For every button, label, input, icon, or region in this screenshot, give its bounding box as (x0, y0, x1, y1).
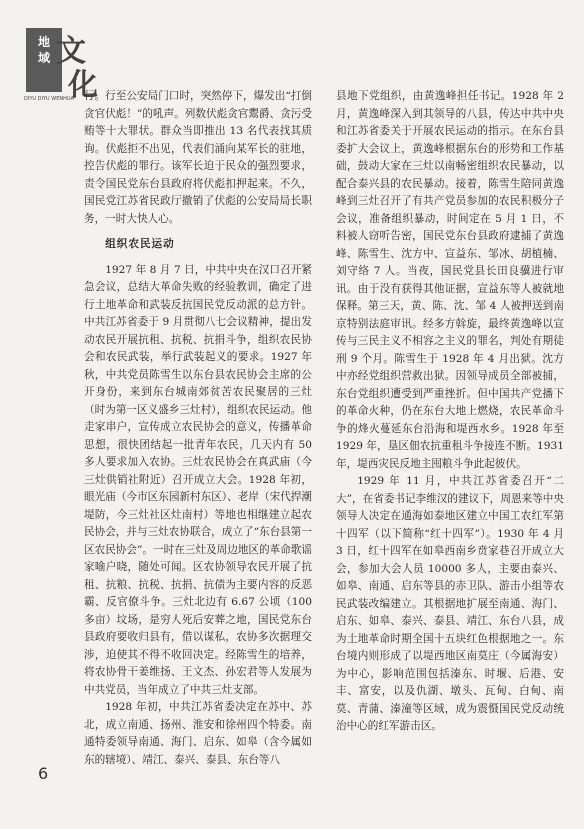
logo-char-wen: 文 (56, 34, 86, 69)
paragraph: 县地下党组织，由黄逸峰担任书记。1928 年 2 月，黄逸峰深入到其领导的八县，传达中共中央和江苏省委关于开展农民运动的指示。在东台县委扩大会议上，黄逸峰根据东台的形势和工作基础，鼓动大家在三灶以南畅密组织农民暴动，以配合泰兴县的农民暴动。接着，陈雪生陪同黄逸峰到三灶召开了有共产党员参加的农民积极分子会议，准备组织暴动，时间定在 5 月 1 日，不料被人窃听告密，国民党东台县政府逮捕了黄逸峰、陈雪生、沈方中、宣益东、邹冰、胡植楠、刘守络 7 人。当夜，国民党县长田良骥进行审讯。由于没有获得其他证据，宣益东等人被就地保释。第三天，黄、陈、沈、邹 4 人被押送到南京特别法庭审讯。经多方斡旋，最终黄逸峰以宣传与三民主义不相容之主义的罪名，判处有期徒刑 9 个月。陈雪生于 1928 年 4 月出狱。沈方中亦经党组织营救出狱。因领导成员全部被捕，东台党组织遭受到严重挫折。但中国共产党播下的革命火种，仍在东台大地上燃烧，农民革命斗争的烽火蔓延东台沿海和堤西水乡。1928 年至 1929 年，垦区佃农抗重租斗争接连不断。1931 年，堤西灾民反地主囤粮斗争此起彼伏。 (336, 90, 564, 470)
paragraph: 1927 年 8 月 7 日，中共中央在汉口召开紧急会议，总结大革命失败的经验教训，确定了进行土地革命和武装反抗国民党反动派的总方针。中共江苏省委于 9 月贯彻八七会议精神，提出发动农民开展抗租、抗税、抗捐斗争，组织农民协会和农民武装，举行武装起义的要求。1927 年秋，中共党员陈雪生以东台县农民协会主席的公开身份，来到东台城南郊贫苦农民聚居的三灶（时为第一区义盛乡三灶村），组织农民运动。他走家串户，宣传成立农民协会的意义，传播革命思想，很快团结起一批青年农民，几天内有 50 多人要求加入农协。三灶农民协会在真武庙（今三灶供销社附近）召开成立大会。1928 年初，眼光庙（今市区东园新村东区）、老岸（宋代捍潮堤防，今三灶社区灶南村）等地也相继建立起农民协会，并与三灶农协联合，成立了“东台县第一区农民协会”。一时在三灶及周边地区的革命歌谣家喻户晓，随处可闻。区农协领导农民开展了抗租、抗粮、抗税、抗捐、抗债为主要内容的反恶霸、反官僚斗争。三灶北边有 6.67 公顷（100 多亩）坟场，是穷人死后安葬之地，国民党东台县政府要收归县有，借以谋私，农协多次据理交涉，迫使其不得不收回决定。经陈雪生的培养，将农协骨干姜维扬、王文杰、孙宏君等人发展为中共党员，当年成立了中共三灶支部。 (84, 263, 312, 696)
logo-subtitle: DIYU DIYU WENHUA (24, 96, 74, 102)
left-column (84, 88, 312, 769)
logo-char-di: 地 (37, 35, 50, 49)
paragraph: 1929 年 11 月，中共江苏省委召开“二大”，在省委书记李维汉的建议下，周恩来等中央领导人决定在通海如泰地区建立中国工农红军第十四军（以下简称“红十四军”）。1930 年 4 月 3 日，红十四军在如皋西南乡贲家巷召开成立大会，参加大会人员 10000 多人，主要由泰兴、如皋、南通、启东等县的赤卫队、游击小组等农民武装改编建立。其根据地扩展至南通、海门、启东、如皋、泰兴、泰县、靖江、东台八县，成为土地革命时期全国十五块红色根据地之一。东台境内则形成了以堤西地区南莫庄（今属海安）为中心，影响范围包括溱东、时堰、后港、安丰、富安，以及仇湖、墩头、瓦甸、白甸、南莫、青蒲、溱潼等区域，成为震慑国民党反动统治中心的红军游击区。 (336, 475, 564, 732)
section-logo (22, 26, 98, 106)
logo-char-yu: 域 (37, 51, 50, 65)
page-number: 6 (38, 764, 49, 783)
paragraph: 1928 年初，中共江苏省委决定在苏中、苏北，成立南通、扬州、淮安和徐州四个特委。南通特委领导南通、海门、启东、如皋（含今属如东的辖境）、靖江、泰兴、泰县、东台等八 (84, 701, 312, 766)
logo-char-hua: 化 (68, 68, 98, 103)
paragraph: 行。行至公安局门口时，突然停下，爆发出“打倒贪官伏彪！”的吼声。列数伏彪贪官鬻爵、贪污受贿等十大罪状。群众当即推出 13 名代表找其质询。伏彪拒不出见，代表们涌向某军长的驻地，控告伏彪的罪行。该军长迫于民众的强烈要求，责令国民党东台县政府将伏彪扣押起来。不久，国民党江苏省民政厅撤销了伏彪的公安局局长职务，一时大快人心。 (84, 90, 312, 225)
section-heading: 组织农民运动 (105, 238, 175, 250)
right-column (336, 88, 564, 736)
